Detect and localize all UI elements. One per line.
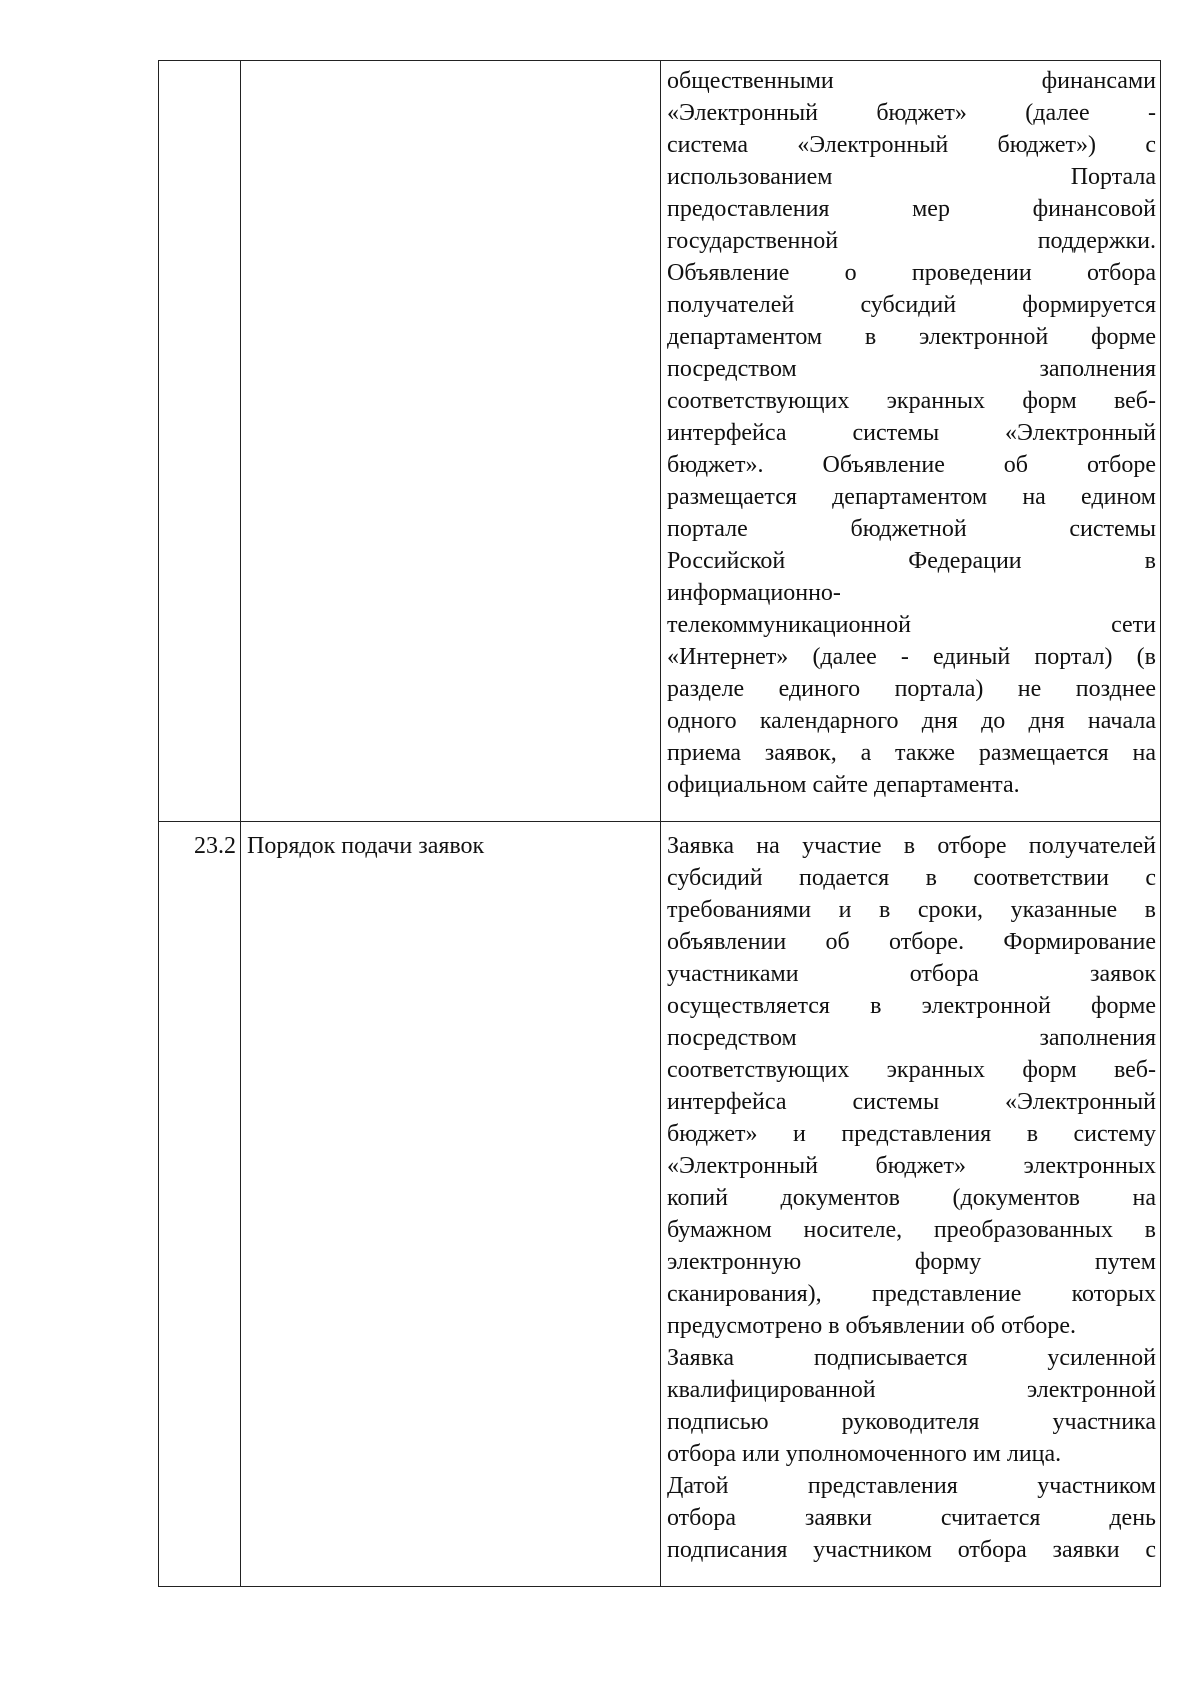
text-line: размещается департаментом на едином bbox=[667, 484, 1156, 510]
text-line: подписания участником отбора заявки с bbox=[667, 1537, 1156, 1563]
text-line: Заявка подписывается усиленной bbox=[667, 1345, 1156, 1371]
text-line: бюджет» и представления в систему bbox=[667, 1121, 1156, 1147]
row-name-cell: Порядок подачи заявок bbox=[241, 822, 661, 1587]
text-line: посредством заполнения bbox=[667, 356, 1156, 382]
row-text-cell bbox=[661, 61, 1161, 822]
text-line: бюджет». Объявление об отборе bbox=[667, 452, 1156, 478]
text-line: участниками отбора заявок bbox=[667, 961, 1156, 987]
text-line: разделе единого портала) не позднее bbox=[667, 676, 1156, 702]
text-line: интерфейса системы «Электронный bbox=[667, 420, 1156, 446]
text-line: «Электронный бюджет» (далее - bbox=[667, 100, 1156, 126]
text-line: Российской Федерации в bbox=[667, 548, 1156, 574]
text-line: отбора или уполномоченного им лица. bbox=[667, 1441, 1062, 1467]
text-line: Заявка на участие в отборе получателей bbox=[667, 833, 1156, 859]
table-row bbox=[159, 61, 1161, 822]
text-line: подписью руководителя участника bbox=[667, 1409, 1156, 1435]
text-line: осуществляется в электронной форме bbox=[667, 993, 1156, 1019]
row-name-cell bbox=[241, 61, 661, 822]
text-line: получателей субсидий формируется bbox=[667, 292, 1156, 318]
text-line: требованиями и в сроки, указанные в bbox=[667, 897, 1156, 923]
text-line: Объявление о проведении отбора bbox=[667, 260, 1156, 286]
text-line: «Электронный бюджет» электронных bbox=[667, 1153, 1156, 1179]
text-line: департаментом в электронной форме bbox=[667, 324, 1156, 350]
text-line: использованием Портала bbox=[667, 164, 1156, 190]
text-line: отбора заявки считается день bbox=[667, 1505, 1156, 1531]
text-line: официальном сайте департамента. bbox=[667, 772, 1020, 798]
text-line: предоставления мер финансовой bbox=[667, 196, 1156, 222]
text-line: интерфейса системы «Электронный bbox=[667, 1089, 1156, 1115]
text-line: бумажном носителе, преобразованных в bbox=[667, 1217, 1156, 1243]
text-line: копий документов (документов на bbox=[667, 1185, 1156, 1211]
text-line: соответствующих экранных форм веб- bbox=[667, 1057, 1156, 1083]
row-number-cell: 23.2 bbox=[159, 822, 241, 1587]
text-line: приема заявок, а также размещается на bbox=[667, 740, 1156, 766]
text-line: Датой представления участником bbox=[667, 1473, 1156, 1499]
text-line: «Интернет» (далее - единый портал) (в bbox=[667, 644, 1156, 670]
text-line: квалифицированной электронной bbox=[667, 1377, 1156, 1403]
text-line: объявлении об отборе. Формирование bbox=[667, 929, 1156, 955]
text-line: субсидий подается в соответствии с bbox=[667, 865, 1156, 891]
text-line: информационно- bbox=[667, 580, 841, 606]
text-line: электронную форму путем bbox=[667, 1249, 1156, 1275]
text-line: система «Электронный бюджет») с bbox=[667, 132, 1156, 158]
text-line: государственной поддержки. bbox=[667, 228, 1156, 254]
table-row bbox=[159, 822, 1161, 1587]
row-number-cell bbox=[159, 61, 241, 822]
text-line: сканирования), представление которых bbox=[667, 1281, 1156, 1307]
text-line: соответствующих экранных форм веб- bbox=[667, 388, 1156, 414]
text-line: одного календарного дня до дня начала bbox=[667, 708, 1156, 734]
text-line: телекоммуникационной сети bbox=[667, 612, 1156, 638]
regulation-table bbox=[158, 60, 1161, 1587]
text-line: портале бюджетной системы bbox=[667, 516, 1156, 542]
text-line: посредством заполнения bbox=[667, 1025, 1156, 1051]
text-line: общественными финансами bbox=[667, 68, 1156, 94]
row-text-cell bbox=[661, 822, 1161, 1587]
text-line: предусмотрено в объявлении об отборе. bbox=[667, 1313, 1077, 1339]
